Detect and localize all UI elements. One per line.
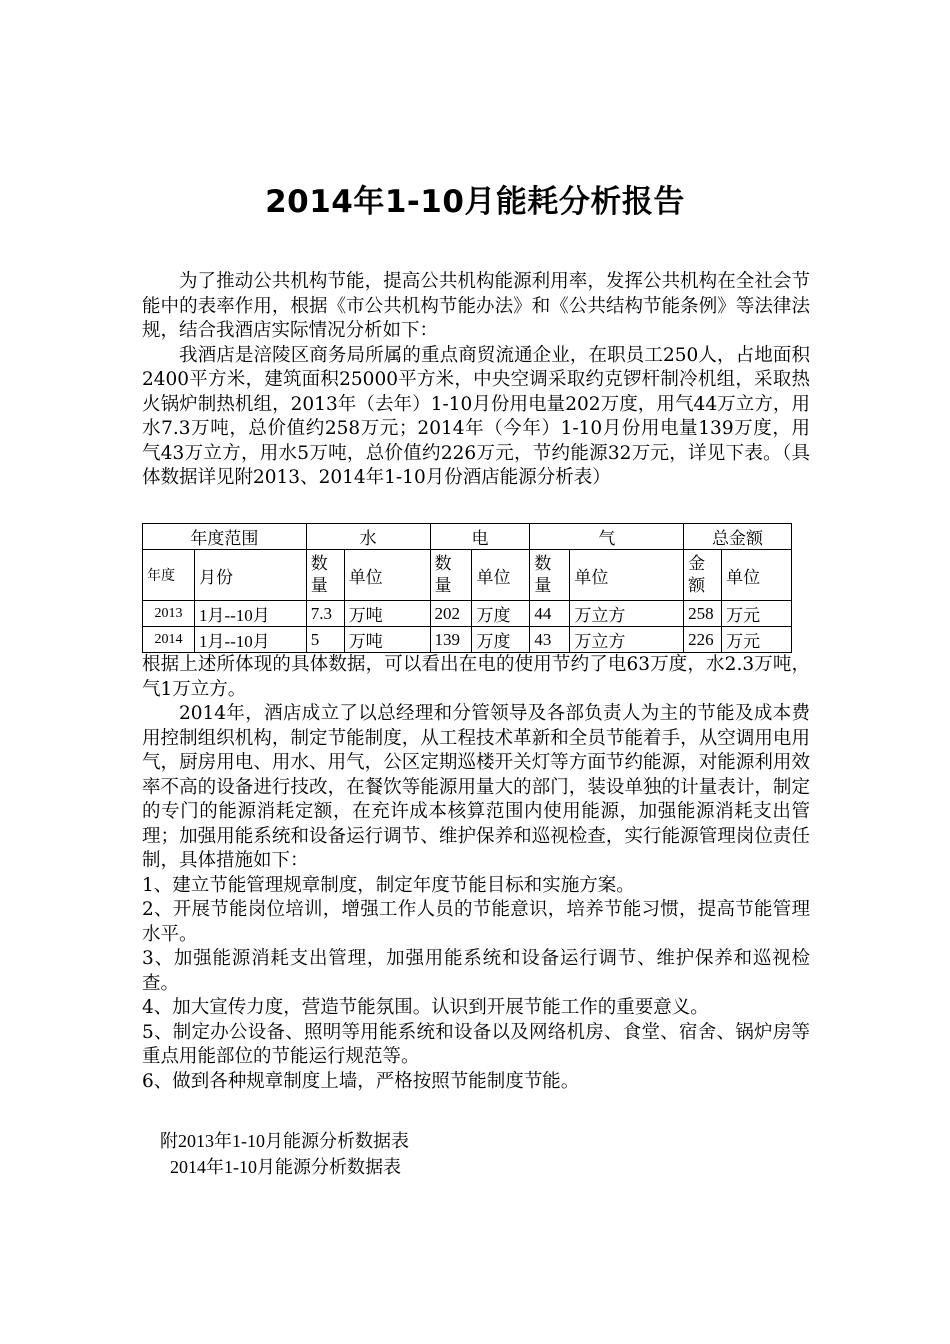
cell-water-unit: 万吨 <box>344 627 430 653</box>
cell-range: 1月--10月 <box>194 627 306 653</box>
subheader-water-unit: 单位 <box>344 550 430 601</box>
table-row <box>143 601 792 627</box>
attachment-2014: 2014年1-10月能源分析数据表 <box>170 1157 401 1177</box>
subheader-year: 年度 <box>143 550 195 601</box>
cell-elec: 139 <box>430 627 472 653</box>
cell-water: 7.3 <box>306 601 344 627</box>
cell-water-unit: 万吨 <box>344 601 430 627</box>
subheader-water-qty: 数 量 <box>306 550 344 601</box>
table-header-row <box>143 524 792 550</box>
cell-elec-unit: 万度 <box>472 601 530 627</box>
subheader-elec-unit: 单位 <box>472 550 530 601</box>
cell-total: 258 <box>684 601 722 627</box>
header-gas: 气 <box>530 524 684 550</box>
cell-gas-unit: 万立方 <box>570 627 684 653</box>
cell-water: 5 <box>306 627 344 653</box>
subheader-amount: 金 额 <box>684 550 722 601</box>
analysis-section <box>142 653 810 1094</box>
analysis-paragraph-1: 根据上述所体现的具体数据，可以看出在电的使用节约了电63万度，水2.3万吨，气1万立方。 <box>142 654 810 700</box>
cell-gas: 43 <box>530 627 570 653</box>
subheader-gas-unit: 单位 <box>570 550 684 601</box>
table-row <box>143 627 792 653</box>
cell-total-unit: 万元 <box>722 627 792 653</box>
subheader-gas-qty: 数 量 <box>530 550 570 601</box>
cell-gas-unit: 万立方 <box>570 601 684 627</box>
measure-item: 1、建立节能管理规章制度，制定年度节能目标和实施方案。 <box>142 874 635 896</box>
cell-gas: 44 <box>530 601 570 627</box>
subheader-amount-unit: 单位 <box>722 550 792 601</box>
cell-total: 226 <box>684 627 722 653</box>
analysis-paragraph-2: 2014年，酒店成立了以总经理和分管领导及各部负责人为主的节能及成本费用控制组织机构，制定节能制度，从工程技术革新和全员节能着手，从空调用电用气，厨房用电、用水、用气，公区定期巡楼开关灯等方面节约能源，对能源利用效率不高的设备进行技改，在餐饮等能源用量大的部门，装设单独的计量表计，制定的专门的能源消耗定额，在充许成本核算范围内使用能源，加强能源消耗支出管理；加强用能系统和设备运行调节、维护保养和巡视检查，实行能源管理岗位责任制，具体措施如下： <box>142 703 810 871</box>
header-total: 总金额 <box>684 524 792 550</box>
energy-comparison-table <box>142 523 792 653</box>
cell-year: 2014 <box>143 627 195 653</box>
cell-elec: 202 <box>430 601 472 627</box>
table-subheader-row <box>143 550 792 601</box>
header-water: 水 <box>306 524 430 550</box>
intro-section <box>142 270 810 491</box>
subheader-month: 月份 <box>194 550 306 601</box>
cell-elec-unit: 万度 <box>472 627 530 653</box>
intro-paragraph-2: 我酒店是涪陵区商务局所属的重点商贸流通企业，在职员工250人，占地面积2400平方米，建筑面积25000平方米，中央空调采取约克锣杆制冷机组，采取热火锅炉制热机组，2013年（去年）1-10月份用电量202万度，用气44万立方，用水7.3万吨，总价值约258万元；2014年（今年）1-10月份用电量139万度，用气43万立方，用水5万吨，总价值约226万元，节约能源32万元，详见下表。（具体数据详见附2013、2014年1-10月份酒店能源分析表） <box>142 344 810 488</box>
intro-paragraph-1: 为了推动公共机构节能，提高公共机构能源利用率，发挥公共机构在全社会节能中的表率作用，根据《市公共机构节能办法》和《公共结构节能条例》等法律法规，结合我酒店实际情况分析如下： <box>142 271 810 341</box>
measure-item: 6、做到各种规章制度上墙，严格按照节能制度节能。 <box>142 1070 580 1092</box>
report-title: 2014年1-10月能耗分析报告 <box>265 184 685 220</box>
subheader-elec-qty: 数 量 <box>430 550 472 601</box>
attachment-2013: 附2013年1-10月能源分析数据表 <box>160 1131 409 1151</box>
cell-range: 1月--10月 <box>194 601 306 627</box>
cell-total-unit: 万元 <box>722 601 792 627</box>
measure-item: 2、开展节能岗位培训，增强工作人员的节能意识，培养节能习惯，提高节能管理水平。 <box>142 899 810 945</box>
header-electricity: 电 <box>430 524 530 550</box>
header-year-range: 年度范围 <box>143 524 307 550</box>
measure-item: 4、加大宣传力度，营造节能氛围。认识到开展节能工作的重要意义。 <box>142 997 709 1018</box>
cell-year: 2013 <box>143 601 195 627</box>
measure-item: 3、加强能源消耗支出管理，加强用能系统和设备运行调节、维护保养和巡视检查。 <box>142 948 810 994</box>
measure-item: 5、制定办公设备、照明等用能系统和设备以及网络机房、食堂、宿舍、锅炉房等重点用能部位的节能运行规范等。 <box>142 1021 810 1067</box>
